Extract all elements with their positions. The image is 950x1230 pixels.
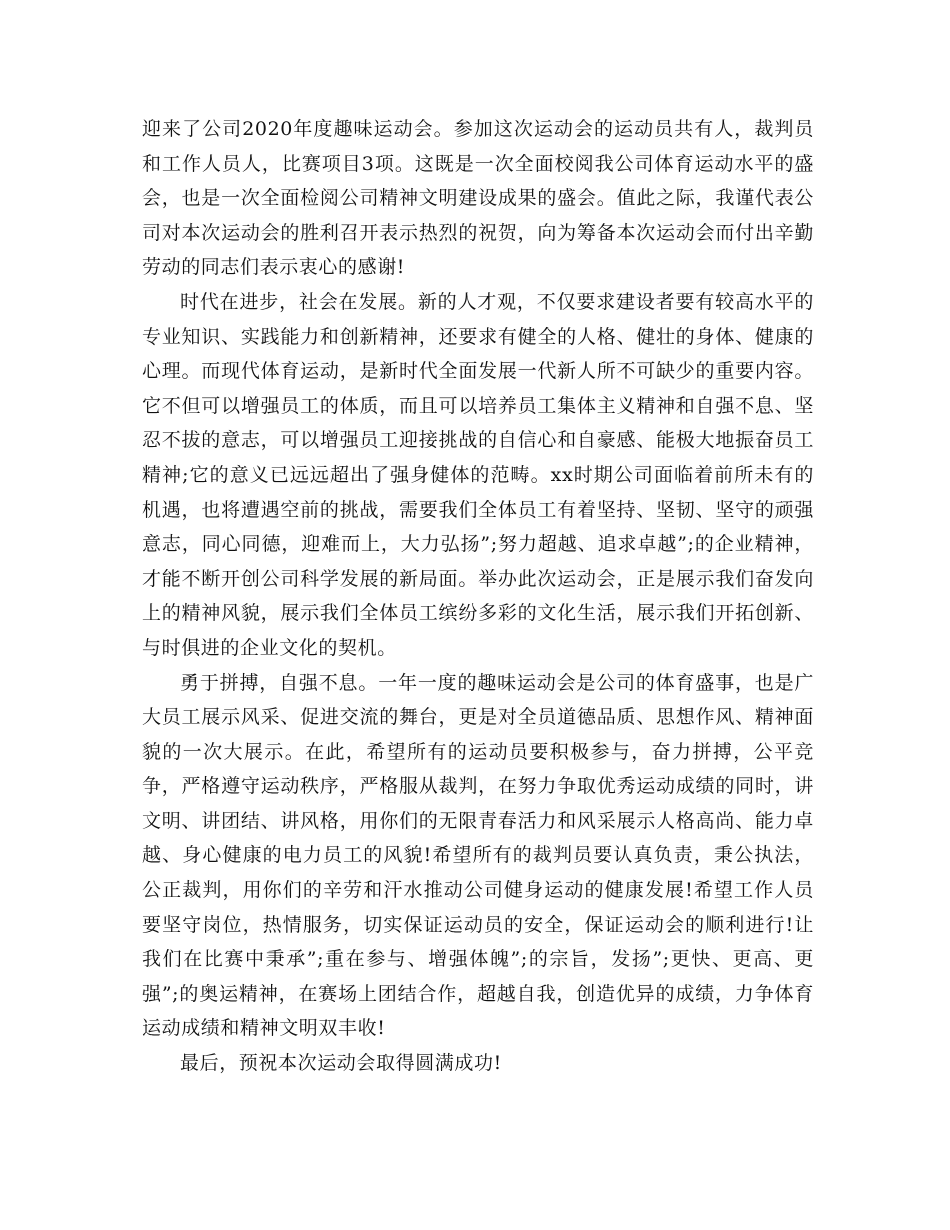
paragraph-1: 迎来了公司2020年度趣味运动会。参加这次运动会的运动员共有人，裁判员和工作人员人，比赛项目3项。这既是一次全面校阅我公司体育运动水平的盛会，也是一次全面检阅公司精神文明建设成果的盛会。值此之际，我谨代表公司对本次运动会的胜利召开表示热烈的祝贺，向为筹备本次运动会而付出辛勤劳动的同志们表示衷心的感谢! bbox=[142, 118, 814, 279]
paragraph-3: 勇于拼搏，自强不息。一年一度的趣味运动会是公司的体育盛事，也是广大员工展示风采、促进交流的舞台，更是对全员道德品质、思想作风、精神面貌的一次大展示。在此，希望所有的运动员要积极参与，奋力拼搏，公平竞争，严格遵守运动秩序，严格服从裁判，在努力争取优秀运动成绩的同时，讲文明、讲团结、讲风格，用你们的无限青春活力和风采展示人格高尚、能力卓越、身心健康的电力员工的风貌!希望所有的裁判员要认真负责，秉公执法，公正裁判，用你们的辛劳和汗水推动公司健身运动的健康发展!希望工作人员要坚守岗位，热情服务，切实保证运动员的安全，保证运动会的顺利进行!让我们在比赛中秉承”;重在参与、增强体魄”;的宗旨，发扬”;更快、更高、更强”;的奥运精神，在赛场上团结合作，超越自我，创造优异的成绩，力争体育运动成绩和精神文明双丰收! bbox=[142, 671, 814, 1040]
paragraph-4: 最后，预祝本次运动会取得圆满成功! bbox=[180, 1052, 502, 1075]
document-body bbox=[142, 112, 814, 1081]
paragraph-2: 时代在进步，社会在发展。新的人才观，不仅要求建设者要有较高水平的专业知识、实践能力和创新精神，还要求有健全的人格、健壮的身体、健康的心理。而现代体育运动，是新时代全面发展一代新人所不可缺少的重要内容。它不但可以增强员工的体质，而且可以培养员工集体主义精神和自强不息、坚忍不拔的意志，可以增强员工迎接挑战的自信心和自豪感、能极大地振奋员工精神;它的意义已远远超出了强身健体的范畴。xx时期公司面临着前所未有的机遇，也将遭遇空前的挑战，需要我们全体员工有着坚持、坚韧、坚守的顽强意志，同心同德，迎难而上，大力弘扬”;努力超越、追求卓越”;的企业精神，才能不断开创公司科学发展的新局面。举办此次运动会，正是展示我们奋发向上的精神风貌，展示我们全体员工缤纷多彩的文化生活，展示我们开拓创新、与时俱进的企业文化的契机。 bbox=[142, 290, 814, 659]
